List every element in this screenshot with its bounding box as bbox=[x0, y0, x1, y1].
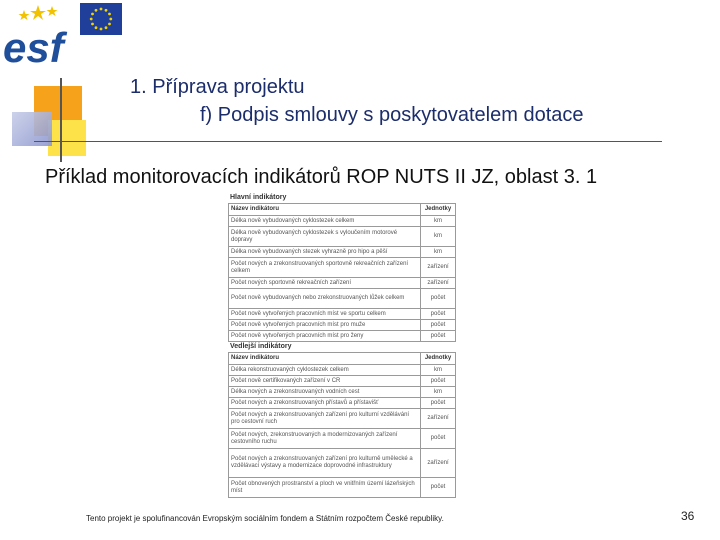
col-header-name: Název indikátoru bbox=[229, 353, 421, 365]
indicator-name: Délka nově vybudovaných stezek vyhrazně pro hipo a pěší bbox=[229, 247, 421, 258]
table-row bbox=[229, 478, 456, 498]
indicator-unit: počet bbox=[421, 309, 456, 320]
indicator-unit: km bbox=[421, 227, 456, 247]
table-row bbox=[229, 289, 456, 309]
indicator-name: Počet nově vytvořených pracovních míst pro ženy bbox=[229, 331, 421, 342]
decor-vertical-line bbox=[60, 78, 62, 162]
indicator-unit: počet bbox=[421, 376, 456, 387]
indicator-name: Počet nových a zrekonstruovaných zařízení pro kulturně umělecké a vzdělávací výstavy a modernizace doprovodné infrastruktury bbox=[229, 449, 421, 478]
page-number: 36 bbox=[681, 509, 695, 523]
indicator-name: Počet nově vytvořených pracovních míst pro muže bbox=[229, 320, 421, 331]
table-row bbox=[229, 309, 456, 320]
col-header-name: Název indikátoru bbox=[229, 204, 421, 216]
table-row bbox=[229, 320, 456, 331]
table-row bbox=[229, 429, 456, 449]
col-header-unit: Jednotky bbox=[421, 204, 456, 216]
slide-heading: Příklad monitorovacích indikátorů ROP NUTS II JZ, oblast 3. 1 bbox=[45, 166, 598, 188]
table-row bbox=[229, 258, 456, 278]
indicator-name: Počet nově vybudovaných nebo zrekonstruovaných lůžek celkem bbox=[229, 289, 421, 309]
table-row bbox=[229, 398, 456, 409]
secondary-indicators-table bbox=[228, 352, 456, 498]
indicator-name: Počet nových a zrekonstruovaných přístavů a přístavišť bbox=[229, 398, 421, 409]
col-header-unit: Jednotky bbox=[421, 353, 456, 365]
indicator-unit: km bbox=[421, 387, 456, 398]
indicator-unit: km bbox=[421, 247, 456, 258]
table-row bbox=[229, 216, 456, 227]
indicator-unit: zařízení bbox=[421, 449, 456, 478]
eu-flag-icon bbox=[80, 3, 122, 35]
esf-logo bbox=[2, 2, 70, 66]
indicator-name: Počet nově vytvořených pracovních míst ve sportu celkem bbox=[229, 309, 421, 320]
table-row bbox=[229, 247, 456, 258]
indicator-name: Počet nových a zrekonstruovaných sportovně rekreačních zařízení celkem bbox=[229, 258, 421, 278]
indicator-unit: počet bbox=[421, 478, 456, 498]
indicator-name: Počet nových, zrekonstruovaných a modernizovaných zařízení cestovního ruchu bbox=[229, 429, 421, 449]
decor-yellow-square bbox=[48, 120, 86, 156]
indicator-name: Počet nově certifikovaných zařízení v CR bbox=[229, 376, 421, 387]
secondary-indicators-title: Vedlejší indikátory bbox=[230, 343, 292, 350]
footer-note: Tento projekt je spolufinancován Evropským sociálním fondem a Státním rozpočtem České republiky. bbox=[86, 514, 444, 523]
slide-title-line2: f) Podpis smlouvy s poskytovatelem dotace bbox=[200, 104, 584, 126]
table-row bbox=[229, 376, 456, 387]
indicator-name: Délka nových a zrekonstruovaných vodních cest bbox=[229, 387, 421, 398]
indicator-name: Počet obnovených prostranství a ploch ve vnitřním území lázeňských míst bbox=[229, 478, 421, 498]
indicator-unit: počet bbox=[421, 320, 456, 331]
table-row bbox=[229, 331, 456, 342]
indicator-unit: počet bbox=[421, 398, 456, 409]
table-row bbox=[229, 409, 456, 429]
indicator-unit: zařízení bbox=[421, 409, 456, 429]
indicator-tables bbox=[228, 193, 456, 498]
indicator-unit: zařízení bbox=[421, 258, 456, 278]
indicator-name: Délka nově vybudovaných cyklostezek s vyloučením motorové dopravy bbox=[229, 227, 421, 247]
table-row bbox=[229, 365, 456, 376]
decor-horizontal-line bbox=[34, 141, 662, 142]
indicator-name: Délka rekonstruovaných cyklostezek celkem bbox=[229, 365, 421, 376]
indicator-name: Délka nově vybudovaných cyklostezek celkem bbox=[229, 216, 421, 227]
main-indicators-table bbox=[228, 203, 456, 342]
indicator-unit: zařízení bbox=[421, 278, 456, 289]
indicator-unit: km bbox=[421, 216, 456, 227]
indicator-name: Počet nových sportovně rekreačních zařízení bbox=[229, 278, 421, 289]
table-row bbox=[229, 387, 456, 398]
indicator-unit: km bbox=[421, 365, 456, 376]
indicator-unit: počet bbox=[421, 429, 456, 449]
svg-text:esf: esf bbox=[3, 24, 64, 66]
indicator-unit: počet bbox=[421, 289, 456, 309]
table-row bbox=[229, 227, 456, 247]
indicator-unit: počet bbox=[421, 331, 456, 342]
indicator-name: Počet nových a zrekonstruovaných zařízení pro kulturní vzdělávání pro cestovní ruch bbox=[229, 409, 421, 429]
slide-title-line1: 1. Příprava projektu bbox=[130, 76, 305, 98]
main-indicators-title: Hlavní indikátory bbox=[230, 194, 287, 201]
table-row bbox=[229, 449, 456, 478]
table-row bbox=[229, 278, 456, 289]
